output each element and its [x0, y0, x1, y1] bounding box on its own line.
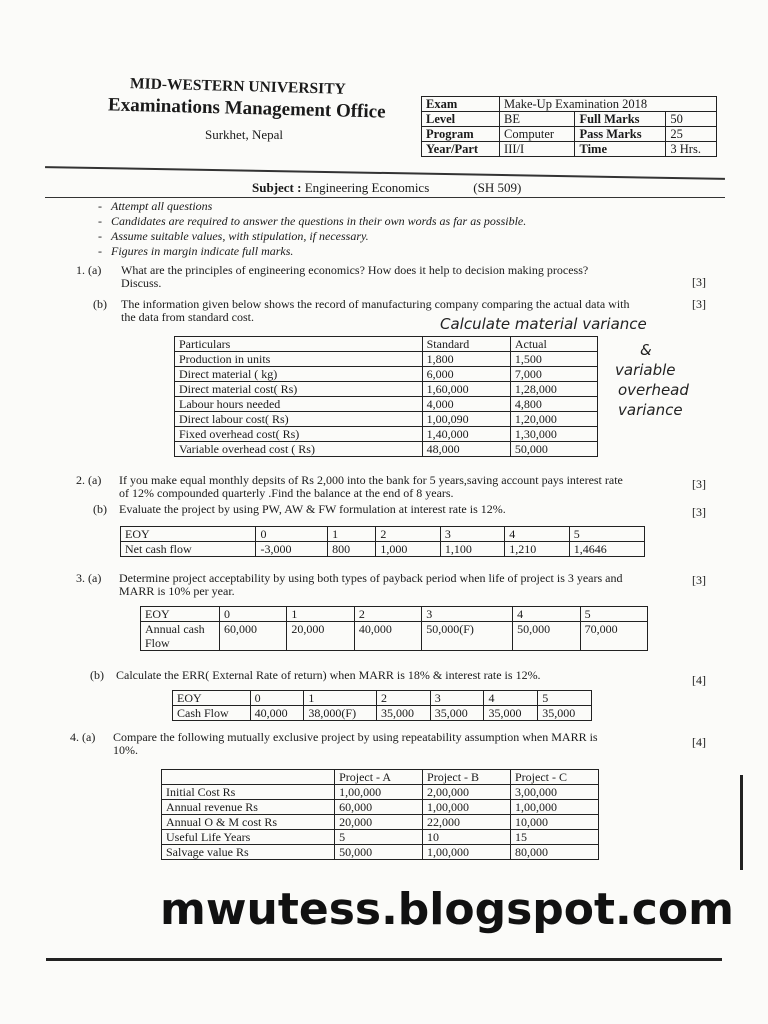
table-cell: Salvage value Rs: [162, 845, 335, 860]
table-cell: 20,000: [335, 815, 423, 830]
q3b-text: Calculate the ERR( External Rate of return) when MARR is 18% & interest rate is 12%.: [116, 668, 541, 682]
q3a-line: MARR is 10% per year.: [119, 584, 235, 598]
table-cell: 4: [505, 527, 569, 542]
table-cell: 1,210: [505, 542, 569, 557]
instructions: [98, 199, 526, 259]
project-comparison-table: [161, 769, 599, 860]
table-cell: Actual: [510, 337, 597, 352]
table-cell: Standard: [422, 337, 510, 352]
q3a-marks: [3]: [692, 573, 706, 587]
program-label: Program: [422, 127, 500, 142]
instruction-text: Candidates are required to answer the questions in their own words as far as possible.: [111, 214, 527, 228]
q2a-line: of 12% compounded quarterly .Find the balance at the end of 8 years.: [119, 486, 454, 500]
table-cell: Particulars: [175, 337, 423, 352]
table-cell: Cash Flow: [173, 706, 251, 721]
table-cell: [162, 770, 335, 785]
handwritten-note: overhead: [618, 381, 689, 399]
divider-top: [45, 166, 725, 180]
table-cell: 50,000(F): [422, 622, 513, 651]
time-label: Time: [575, 142, 666, 157]
q1a-line: What are the principles of engineering economics? How does it help to decision making process?: [121, 263, 589, 277]
program-value: Computer: [500, 127, 575, 142]
full-marks-value: 50: [666, 112, 717, 127]
table-cell: 1,000: [376, 542, 440, 557]
level-value: BE: [500, 112, 575, 127]
handwritten-note: variable: [615, 361, 676, 379]
table-row: [141, 622, 648, 651]
table-cell: Initial Cost Rs: [162, 785, 335, 800]
table-cell: 1,28,000: [510, 382, 597, 397]
table-row: [175, 352, 598, 367]
table-cell: 1,500: [510, 352, 597, 367]
table-row: [175, 442, 598, 457]
table-row: [175, 367, 598, 382]
table-cell: 1,00,000: [423, 800, 511, 815]
table-cell: 2,00,000: [423, 785, 511, 800]
table-cell: 1,4646: [569, 542, 644, 557]
table-cell: 7,000: [510, 367, 597, 382]
q3b-marks: [4]: [692, 673, 706, 687]
watermark: mwutess.blogspot.com: [160, 884, 734, 935]
table-cell: 5: [538, 691, 592, 706]
divider-bottom: [45, 197, 725, 198]
table-cell: EOY: [173, 691, 251, 706]
exam-label: Exam: [422, 97, 500, 112]
table-cell: Direct labour cost( Rs): [175, 412, 423, 427]
table-cell: 35,000: [430, 706, 484, 721]
table-cell: Useful Life Years: [162, 830, 335, 845]
q4a-number: 4. (a): [70, 730, 96, 744]
location: Surkhet, Nepal: [205, 127, 283, 142]
handwritten-note: variance: [618, 401, 683, 419]
subject-code: (SH 509): [473, 180, 522, 195]
table-cell: Project - C: [511, 770, 599, 785]
instruction: - Attempt all questions: [98, 199, 213, 213]
table-cell: Project - A: [335, 770, 423, 785]
table-cell: 1: [287, 607, 354, 622]
table-cell: 1,00,000: [335, 785, 423, 800]
table-row: [162, 815, 599, 830]
q3a-number: 3. (a): [76, 571, 102, 585]
exam-info-table: [421, 96, 717, 157]
q4a-text: [113, 731, 678, 757]
table-cell: 5: [569, 527, 644, 542]
table-cell: 60,000: [335, 800, 423, 815]
table-cell: EOY: [121, 527, 256, 542]
table-cell: 70,000: [580, 622, 647, 651]
table-cell: 2: [376, 691, 430, 706]
table-cell: 1,30,000: [510, 427, 597, 442]
table-row: [175, 427, 598, 442]
table-cell: 800: [328, 542, 376, 557]
table-row: [162, 830, 599, 845]
q2b-number: (b): [93, 502, 107, 516]
subject-label: Subject :: [252, 180, 302, 195]
table-cell: Net cash flow: [121, 542, 256, 557]
handwritten-note: &: [640, 341, 652, 359]
table-cell: 3,00,000: [511, 785, 599, 800]
table-cell: 1,40,000: [422, 427, 510, 442]
q2a-line: If you make equal monthly depsits of Rs 2,000 into the bank for 5 years,saving account pays interest rate: [119, 473, 623, 487]
year-value: III/I: [500, 142, 575, 157]
q1a-marks: [3]: [692, 275, 706, 289]
table-cell: 4: [484, 691, 538, 706]
table-cell: 22,000: [423, 815, 511, 830]
page-bottom-rule: [46, 958, 722, 961]
q1b-line: the data from standard cost.: [121, 310, 254, 324]
table-cell: 6,000: [422, 367, 510, 382]
table-row: [175, 397, 598, 412]
q1a-number: 1. (a): [76, 263, 102, 277]
table-cell: 1: [304, 691, 377, 706]
full-marks-label: Full Marks: [575, 112, 666, 127]
q3a-line: Determine project acceptability by using both types of payback period when life of project is 3 years and: [119, 571, 623, 585]
net-cash-flow-table: [120, 526, 645, 557]
table-row: [173, 706, 592, 721]
table-cell: Variable overhead cost ( Rs): [175, 442, 423, 457]
table-cell: 50,000: [513, 622, 580, 651]
q4a-line: Compare the following mutually exclusive project by using repeatability assumption when MARR is: [113, 730, 598, 744]
scan-edge: [740, 775, 743, 870]
table-cell: 60,000: [220, 622, 287, 651]
instruction-text: Assume suitable values, with stipulation, if necessary.: [111, 229, 369, 243]
q2b-text: Evaluate the project by using PW, AW & FW formulation at interest rate is 12%.: [119, 502, 506, 516]
instruction-text: Figures in margin indicate full marks.: [111, 244, 294, 258]
q2a-text: [119, 474, 684, 500]
table-cell: Fixed overhead cost( Rs): [175, 427, 423, 442]
table-cell: EOY: [141, 607, 220, 622]
table-cell: 10: [423, 830, 511, 845]
table-cell: 4: [513, 607, 580, 622]
table-cell: 38,000(F): [304, 706, 377, 721]
table-cell: 0: [256, 527, 328, 542]
q1b-number: (b): [93, 297, 107, 311]
q1b-marks: [3]: [692, 297, 706, 311]
table-cell: Annual cash Flow: [141, 622, 220, 651]
table-cell: 5: [580, 607, 647, 622]
table-cell: Labour hours needed: [175, 397, 423, 412]
table-row: [175, 382, 598, 397]
table-cell: 10,000: [511, 815, 599, 830]
subject-line: [252, 180, 521, 195]
table-cell: 0: [250, 691, 304, 706]
instruction: - Figures in margin indicate full marks.: [98, 244, 294, 258]
university-name: MID-WESTERN UNIVERSITY: [129, 75, 346, 98]
q4a-marks: [4]: [692, 735, 706, 749]
table-cell: 0: [220, 607, 287, 622]
table-cell: Production in units: [175, 352, 423, 367]
q1a-line: Discuss.: [121, 276, 162, 290]
subject: Engineering Economics: [304, 180, 430, 195]
q4a-line: 10%.: [113, 743, 138, 757]
table-cell: 20,000: [287, 622, 354, 651]
table-cell: 3: [430, 691, 484, 706]
table-cell: Project - B: [423, 770, 511, 785]
year-label: Year/Part: [422, 142, 500, 157]
table-row: [173, 691, 592, 706]
err-cash-flow-table: [172, 690, 592, 721]
table-cell: Annual revenue Rs: [162, 800, 335, 815]
table-cell: 5: [335, 830, 423, 845]
table-row: [162, 845, 599, 860]
table-cell: 4,000: [422, 397, 510, 412]
instruction: - Candidates are required to answer the questions in their own words as far as possible.: [98, 214, 527, 228]
table-cell: 50,000: [510, 442, 597, 457]
table-cell: 1,00,000: [511, 800, 599, 815]
table-cell: Annual O & M cost Rs: [162, 815, 335, 830]
q2b-marks: [3]: [692, 505, 706, 519]
table-row: [121, 542, 645, 557]
table-cell: 3: [440, 527, 504, 542]
handwritten-note: Calculate material variance: [440, 315, 647, 333]
office-name: Examinations Management Office: [107, 94, 386, 123]
table-cell: 4,800: [510, 397, 597, 412]
annual-cash-flow-table: [140, 606, 648, 651]
table-cell: 80,000: [511, 845, 599, 860]
table-cell: 1,00,000: [423, 845, 511, 860]
table-cell: 3: [422, 607, 513, 622]
variance-table: [174, 336, 598, 457]
exam-value: Make-Up Examination 2018: [500, 97, 717, 112]
table-cell: 50,000: [335, 845, 423, 860]
table-row: [175, 412, 598, 427]
table-cell: -3,000: [256, 542, 328, 557]
table-cell: Direct material cost( Rs): [175, 382, 423, 397]
table-cell: 1: [328, 527, 376, 542]
table-row: [141, 607, 648, 622]
table-cell: 1,800: [422, 352, 510, 367]
pass-marks-label: Pass Marks: [575, 127, 666, 142]
table-row: [162, 770, 599, 785]
table-row: [162, 800, 599, 815]
table-cell: 40,000: [354, 622, 421, 651]
table-cell: 35,000: [484, 706, 538, 721]
table-cell: 1,60,000: [422, 382, 510, 397]
table-cell: 48,000: [422, 442, 510, 457]
q3a-text: [119, 572, 684, 598]
instruction: - Assume suitable values, with stipulation, if necessary.: [98, 229, 369, 243]
pass-marks-value: 25: [666, 127, 717, 142]
q1a-text: [121, 264, 686, 290]
table-cell: 40,000: [250, 706, 304, 721]
time-value: 3 Hrs.: [666, 142, 717, 157]
table-cell: 35,000: [538, 706, 592, 721]
q3b-number: (b): [90, 668, 104, 682]
table-row: [162, 785, 599, 800]
table-cell: 1,20,000: [510, 412, 597, 427]
q2a-number: 2. (a): [76, 473, 102, 487]
q1b-line: The information given below shows the record of manufacturing company comparing the actual data with: [121, 297, 630, 311]
table-cell: Direct material ( kg): [175, 367, 423, 382]
table-cell: 1,00,090: [422, 412, 510, 427]
table-cell: 35,000: [376, 706, 430, 721]
q2a-marks: [3]: [692, 477, 706, 491]
table-cell: 2: [354, 607, 421, 622]
table-row: [121, 527, 645, 542]
table-cell: 15: [511, 830, 599, 845]
instruction-text: Attempt all questions: [111, 199, 213, 213]
table-cell: 1,100: [440, 542, 504, 557]
table-cell: 2: [376, 527, 440, 542]
table-row: [175, 337, 598, 352]
level-label: Level: [422, 112, 500, 127]
